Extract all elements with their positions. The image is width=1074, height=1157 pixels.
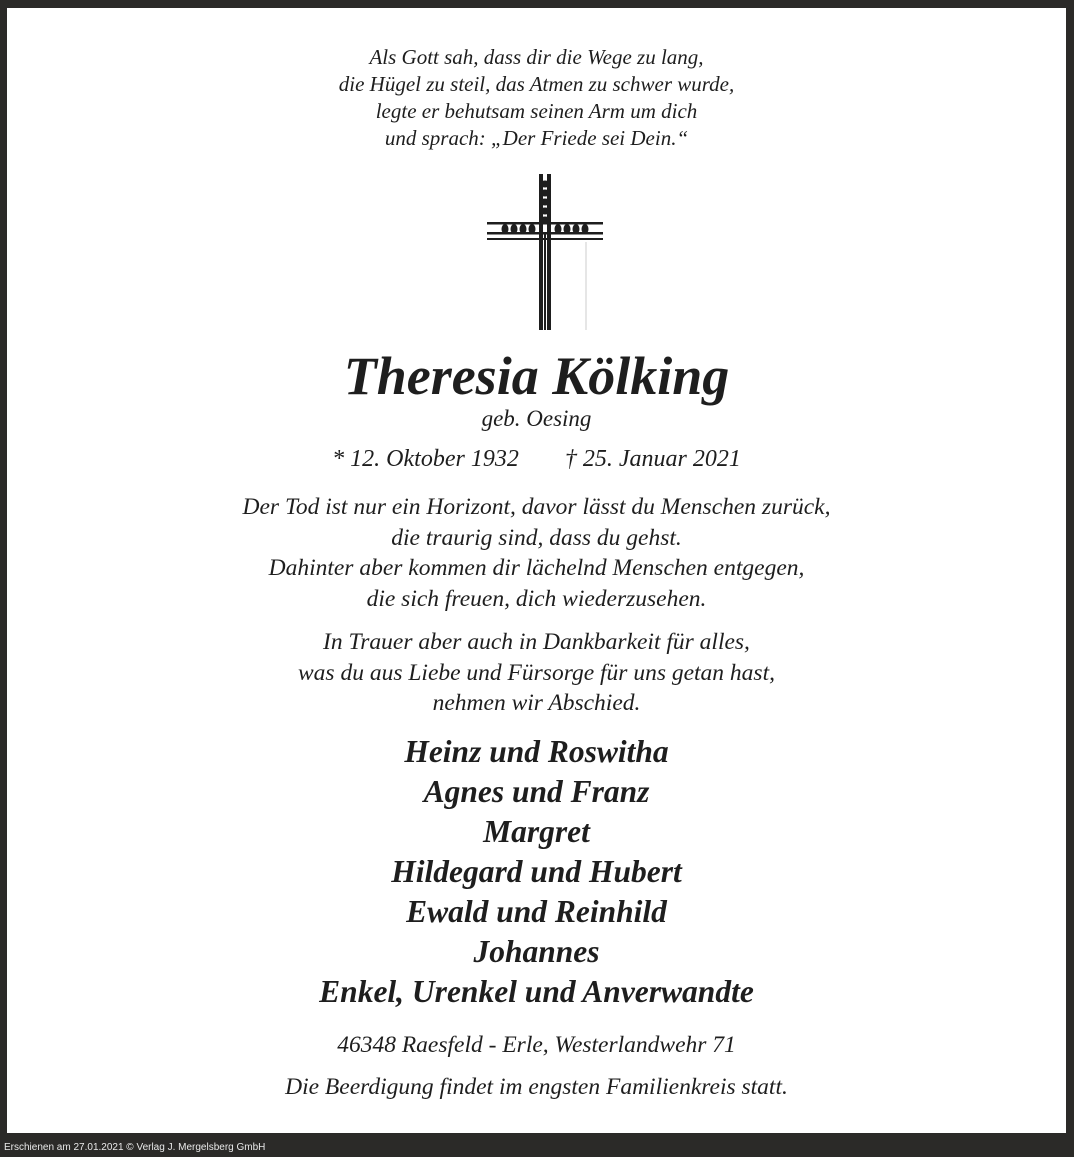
- life-dates: [7, 443, 1066, 475]
- mourner-name: Enkel, Urenkel und Anverwandte: [319, 974, 754, 1009]
- farewell-text: [7, 627, 1066, 719]
- farewell-line: was du aus Liebe und Fürsorge für uns getan hast,: [298, 659, 775, 686]
- opening-poem: [7, 44, 1066, 152]
- poem-line: Als Gott sah, dass dir die Wege zu lang,: [369, 45, 704, 69]
- mourner-name: Agnes und Franz: [423, 774, 650, 809]
- verse-line: die sich freuen, dich wiederzusehen.: [366, 585, 707, 612]
- verse-line: Der Tod ist nur ein Horizont, davor lässt du Menschen zurück,: [242, 494, 831, 520]
- farewell-line: In Trauer aber auch in Dankbarkeit für alles,: [323, 629, 750, 655]
- birth-date: * 12. Oktober 1932: [332, 446, 519, 472]
- poem-line: legte er behutsam seinen Arm um dich: [375, 99, 698, 123]
- deceased-name: Theresia Kölking: [343, 346, 730, 406]
- maiden-name: geb. Oesing: [481, 406, 592, 431]
- horizon-verse: [7, 492, 1066, 614]
- mourner-name: Johannes: [473, 934, 600, 969]
- death-date: † 25. Januar 2021: [564, 446, 741, 472]
- verse-line: Dahinter aber kommen dir lächelnd Menschen entgegen,: [268, 555, 805, 581]
- poem-line: die Hügel zu steil, das Atmen zu schwer wurde,: [338, 72, 735, 96]
- mourner-name: Ewald und Reinhild: [406, 894, 667, 929]
- funeral-note: Die Beerdigung findet im engsten Familienkreis statt.: [285, 1074, 788, 1100]
- mourner-name: Heinz und Roswitha: [404, 734, 669, 769]
- poem-line: und sprach: „Der Friede sei Dein.“: [384, 126, 689, 150]
- cross-with-wheat-icon: [487, 174, 603, 330]
- family-address: 46348 Raesfeld - Erle, Westerlandwehr 71: [337, 1032, 736, 1058]
- publication-credit: Erschienen am 27.01.2021 © Verlag J. Mergelsberg GmbH: [4, 1142, 266, 1153]
- obituary-card: [7, 8, 1066, 1133]
- mourners-list: [7, 732, 1066, 1012]
- verse-line: die traurig sind, dass du gehst.: [391, 524, 682, 551]
- mourner-name: Margret: [483, 814, 590, 849]
- mourner-name: Hildegard und Hubert: [391, 854, 682, 889]
- farewell-line: nehmen wir Abschied.: [432, 690, 641, 716]
